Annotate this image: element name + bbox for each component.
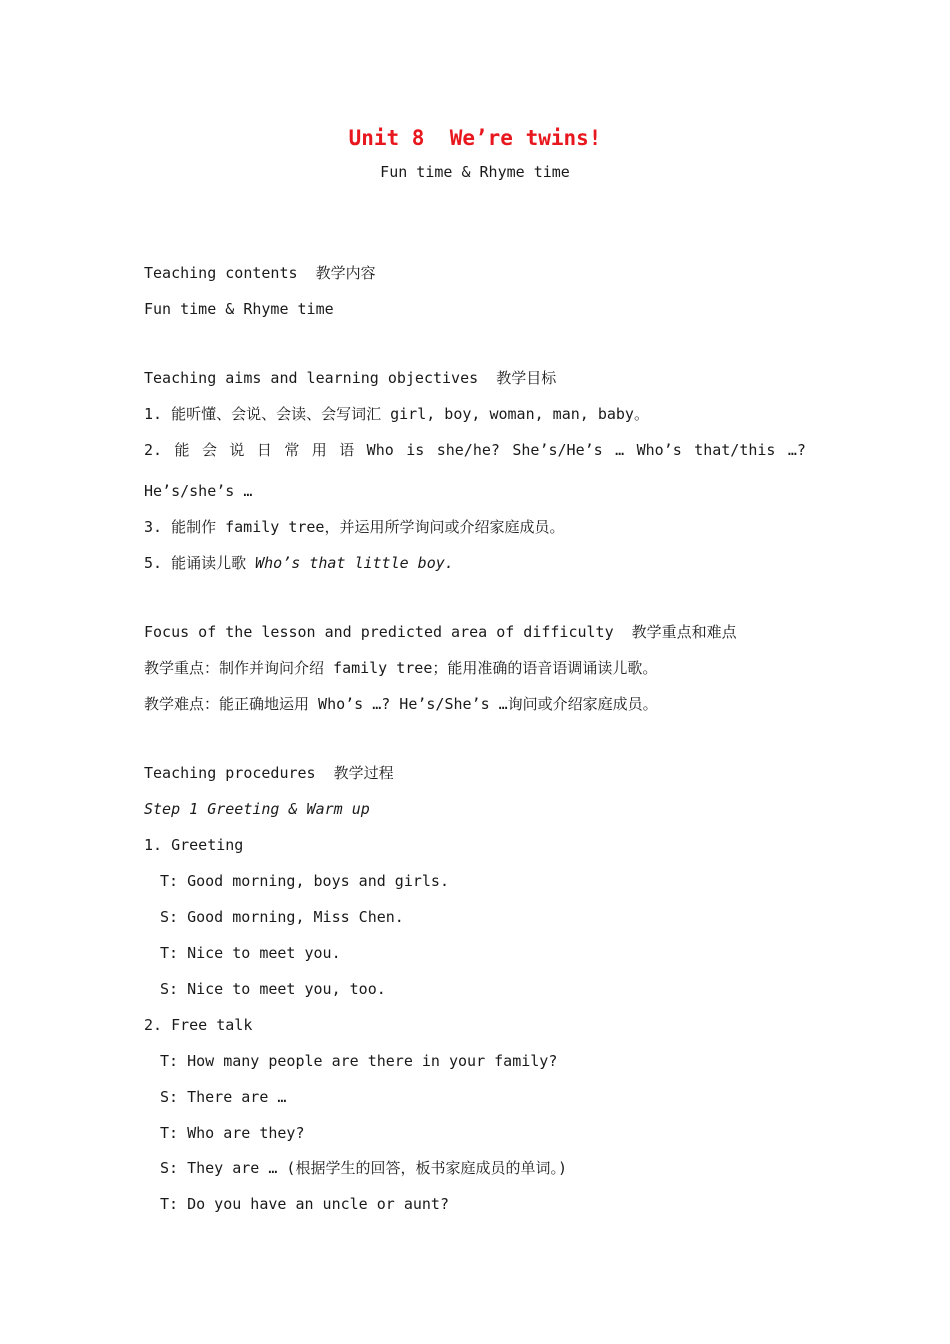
- free-talk-heading: 2. Free talk: [144, 1016, 253, 1034]
- aim-item-2-part: …?: [787, 441, 806, 459]
- aim-item-2-part: 日: [256, 441, 272, 459]
- focus-difficulty: 教学难点：能正确地运用 Who’s …? He’s/She’s …询问或介绍家庭成员。: [144, 695, 658, 713]
- aim-item-3: 3. 能制作 family tree，并运用所学询问或介绍家庭成员。: [144, 518, 565, 536]
- aim-item-2-part: 用: [311, 441, 327, 459]
- aim-item-2-part: Who: [366, 441, 394, 459]
- dialogue-line: T: Do you have an uncle or aunt?: [160, 1195, 449, 1213]
- aim-item-2-part: …: [615, 441, 625, 459]
- aim-item-2-part: 2.: [144, 441, 163, 459]
- dialogue-line: S: Good morning, Miss Chen.: [160, 908, 404, 926]
- section-heading-focus: Focus of the lesson and predicted area of difficulty 教学重点和难点: [144, 623, 737, 641]
- aim-item-2-part: that/this: [694, 441, 776, 459]
- dialogue-line: S: Nice to meet you, too.: [160, 980, 386, 998]
- dialogue-line: T: Good morning, boys and girls.: [160, 872, 449, 890]
- aim-item-2-part: she/he?: [436, 441, 500, 459]
- page-title: Unit 8 We’re twins!: [348, 126, 602, 150]
- aim-item-2-part: 语: [339, 441, 355, 459]
- dialogue-line: T: Who are they?: [160, 1124, 305, 1142]
- aim-item-2-part: 常: [284, 441, 300, 459]
- dialogue-line: S: They are … (根据学生的回答，板书家庭成员的单词。): [160, 1159, 567, 1177]
- dialogue-line: S: There are …: [160, 1088, 287, 1106]
- section-heading-procedures: Teaching procedures 教学过程: [144, 764, 394, 782]
- dialogue-line: T: Nice to meet you.: [160, 944, 341, 962]
- aim-item-1: 1. 能听懂、会说、会读、会写词汇 girl, boy, woman, man, baby。: [144, 405, 649, 423]
- aim-item-2-part: 会: [201, 441, 217, 459]
- aim-item-2-part: She’s/He’s: [512, 441, 603, 459]
- aim-item-5: [144, 553, 454, 573]
- contents-text: Fun time & Rhyme time: [144, 300, 334, 318]
- focus-key-point: 教学重点：制作并询问介绍 family tree；能用准确的语音语调诵读儿歌。: [144, 659, 658, 677]
- greeting-heading: 1. Greeting: [144, 836, 244, 854]
- page-subtitle: Fun time & Rhyme time: [380, 163, 570, 181]
- section-heading-contents: Teaching contents 教学内容: [144, 264, 376, 282]
- aim-item-2-part: 能: [174, 441, 190, 459]
- section-heading-aims: Teaching aims and learning objectives 教学目标: [144, 369, 557, 387]
- aim-item-2-part: Who’s: [636, 441, 682, 459]
- rhyme-title: Who’s that little boy.: [255, 554, 454, 572]
- step-1-heading: Step 1 Greeting & Warm up: [144, 800, 370, 818]
- aim-item-2-part: 说: [229, 441, 245, 459]
- dialogue-line: T: How many people are there in your family?: [160, 1052, 558, 1070]
- aim-item-2-part: is: [406, 441, 425, 459]
- aim-item-5-prefix: 5. 能诵读儿歌: [144, 554, 256, 572]
- aim-item-2-continuation: He’s/she’s …: [144, 482, 253, 500]
- aim-item-2: [144, 440, 806, 460]
